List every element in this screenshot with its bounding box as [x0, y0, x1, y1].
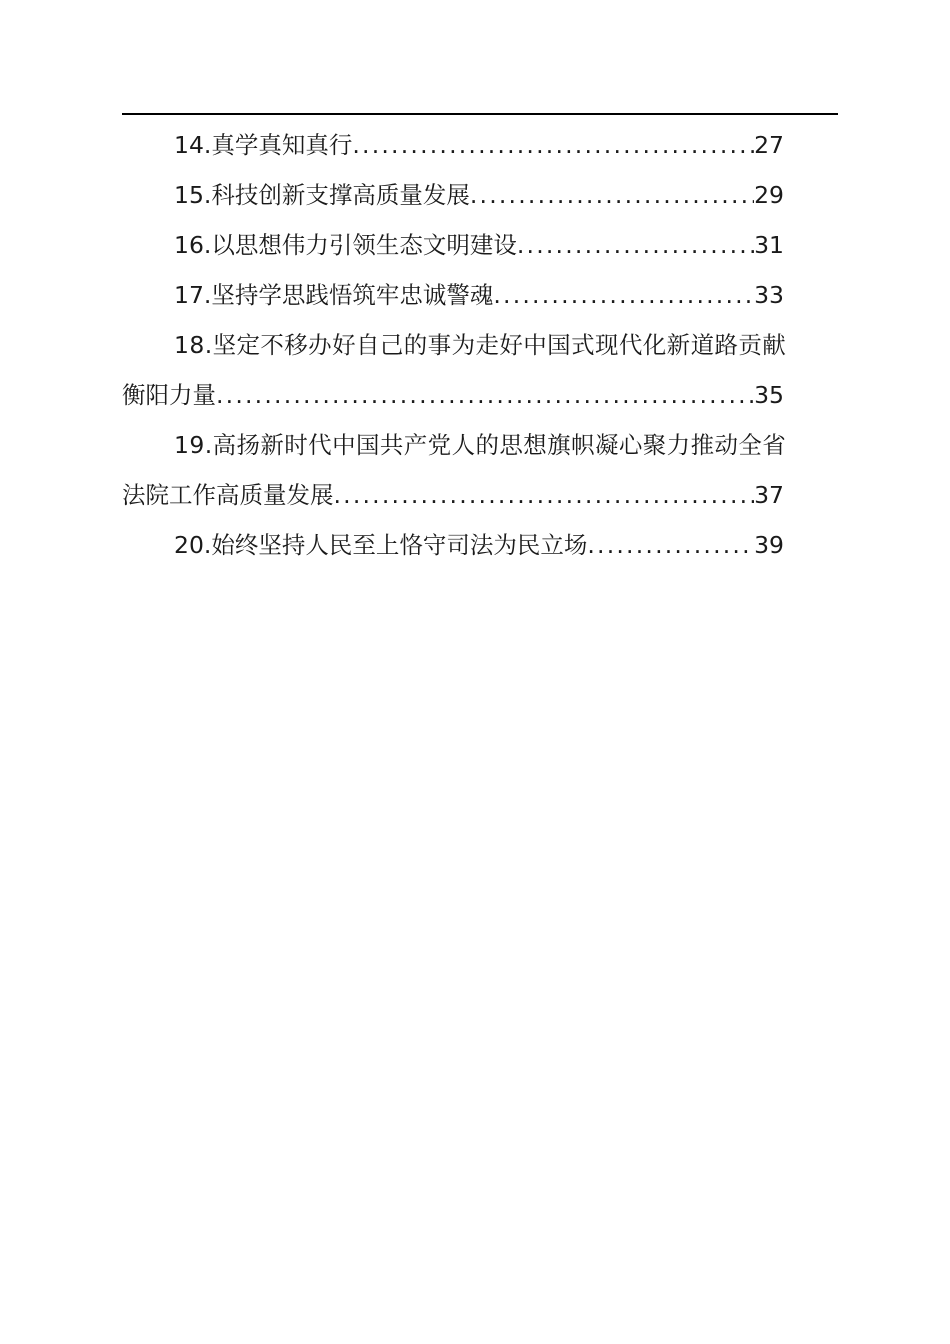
header-rule: [122, 113, 838, 115]
toc-entry-title-line1: 18.坚定不移办好自己的事为走好中国式现代化新道路贡献: [174, 331, 787, 359]
toc-entry-title-line2: 法院工作高质量发展: [122, 481, 334, 509]
toc-dot-leader: [517, 220, 754, 270]
toc-entry-page: 37: [754, 481, 784, 509]
toc-entry-title: 17.坚持学思践悟筑牢忠诚警魂: [174, 281, 494, 309]
toc-entry-title-line2-row: [122, 470, 784, 520]
toc-dot-leader: [352, 120, 754, 170]
toc-entry-18[interactable]: [122, 320, 838, 420]
toc-entry-page: 39: [754, 531, 784, 559]
toc-entry-19[interactable]: [122, 420, 838, 520]
toc-entry-title: 15.科技创新支撑高质量发展: [174, 181, 470, 209]
toc-entry-15[interactable]: [122, 170, 784, 220]
toc-entry-title: 20.始终坚持人民至上恪守司法为民立场: [174, 531, 588, 559]
toc-entry-14[interactable]: [122, 120, 784, 170]
toc-entry-title-line2-row: [122, 370, 784, 420]
toc-entry-page: 33: [754, 281, 784, 309]
toc-entry-title-line1: 19.高扬新时代中国共产党人的思想旗帜凝心聚力推动全省: [174, 431, 787, 459]
toc-entry-page: 29: [754, 181, 784, 209]
toc-dot-leader: [587, 520, 754, 570]
toc-entry-page: 35: [754, 381, 784, 409]
toc-entry-title-line2: 衡阳力量: [122, 381, 216, 409]
toc-entry-20[interactable]: [122, 520, 784, 570]
toc-entry-title: 14.真学真知真行: [174, 131, 353, 159]
toc-dot-leader: [493, 270, 754, 320]
toc-dot-leader: [470, 170, 754, 220]
toc-entry-page: 27: [754, 131, 784, 159]
toc-entry-16[interactable]: [122, 220, 784, 270]
table-of-contents: [122, 120, 838, 570]
toc-entry-17[interactable]: [122, 270, 784, 320]
toc-dot-leader: [216, 370, 754, 420]
toc-entry-title: 16.以思想伟力引领生态文明建设: [174, 231, 517, 259]
toc-dot-leader: [334, 470, 755, 520]
toc-entry-page: 31: [754, 231, 784, 259]
